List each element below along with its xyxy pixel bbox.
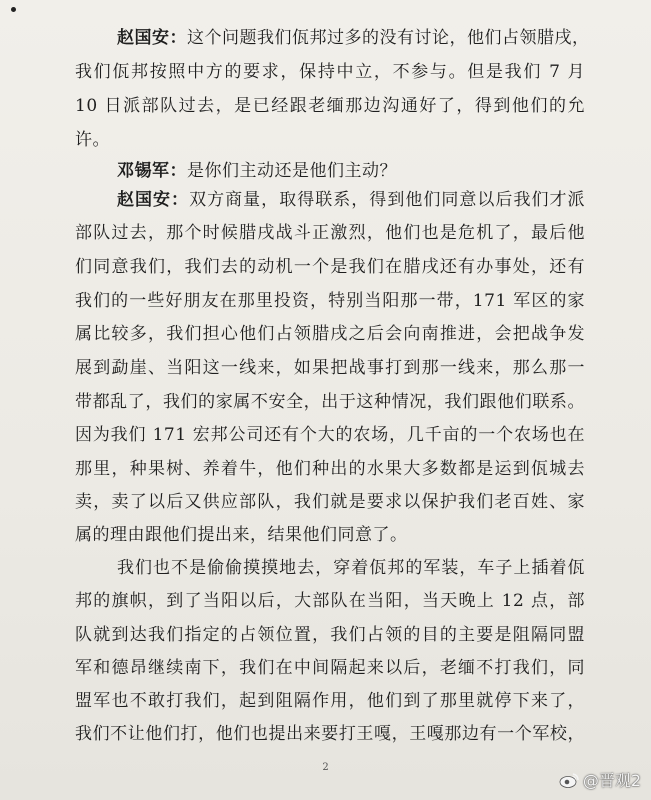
- text-line: 队就到达我们指定的占领位置，我们占领的目的主要是阻隔同盟: [75, 625, 585, 645]
- text-line: 属比较多，我们担心他们占领腊戌之后会向南推进，会把战争发: [75, 324, 585, 344]
- text-line: 展到勐崖、当阳这一线来，如果把战事打到那一线来，那么那一: [75, 358, 585, 378]
- text-line: [117, 189, 585, 211]
- text-line: 们同意我们，我们去的动机一个是我们在腊戌还有办事处，还有: [75, 257, 585, 277]
- text-line: 卖，卖了以后又供应部队，我们就是要求以保护我们老百姓、家: [75, 492, 585, 512]
- line-text: 是你们主动还是他们主动？: [187, 161, 397, 181]
- text-line: 我们的一些好朋友在那里投资，特别当阳那一带，171 军区的家: [75, 291, 585, 311]
- text-line: 军和德昂继续南下，我们在中间隔起来以后，老缅不打我们，同: [75, 658, 585, 678]
- text-line: [117, 160, 585, 182]
- text-line: 邦的旗帜，到了当阳以后，大部队在当阳，当天晚上 12 点，部: [75, 591, 585, 611]
- text-line: 我们佤邦按照中方的要求，保持中立，不参与。但是我们 7 月: [75, 62, 585, 82]
- speaker-name: 赵国安：: [117, 28, 187, 48]
- text-line: 属的理由跟他们提出来，结果他们同意了。: [75, 525, 408, 545]
- text-line: 10 日派部队过去，是已经跟老缅那边沟通好了，得到他们的允: [75, 96, 585, 116]
- watermark: [558, 768, 641, 791]
- page-number: 2: [322, 762, 329, 773]
- weibo-icon: [558, 772, 580, 788]
- text-line: 我们不让他们打，他们也提出来要打王嘎，王嘎那边有一个军校，: [75, 724, 585, 744]
- text-line: 那里，种果树、养着牛，他们种出的水果大多数都是运到佤城去: [75, 459, 585, 479]
- watermark-text: @晋观2: [582, 771, 641, 790]
- scan-speck: [11, 7, 16, 12]
- text-line: 盟军也不敢打我们，起到阻隔作用，他们到了那里就停下来了，: [75, 691, 585, 711]
- speaker-name: 邓锡军：: [117, 161, 187, 181]
- text-line: 因为我们 171 宏邦公司还有个大的农场，几千亩的一个农场也在: [75, 425, 585, 445]
- text-line: 部队过去，那个时候腊戌战斗正激烈，他们也是危机了，最后他: [75, 223, 585, 243]
- line-text: 双方商量，取得联系，得到他们同意以后我们才派: [189, 190, 586, 210]
- line-text: 这个问题我们佤邦过多的没有讨论，他们占领腊戌，: [187, 28, 590, 48]
- text-line: 我们也不是偷偷摸摸地去，穿着佤邦的军装，车子上插着佤: [117, 558, 585, 578]
- text-line: [117, 27, 590, 49]
- text-line: 许。: [75, 130, 110, 150]
- text-line: 带都乱了，我们的家属不安全，出于这种情况，我们跟他们联系。: [75, 392, 585, 412]
- speaker-name: 赵国安：: [117, 190, 190, 210]
